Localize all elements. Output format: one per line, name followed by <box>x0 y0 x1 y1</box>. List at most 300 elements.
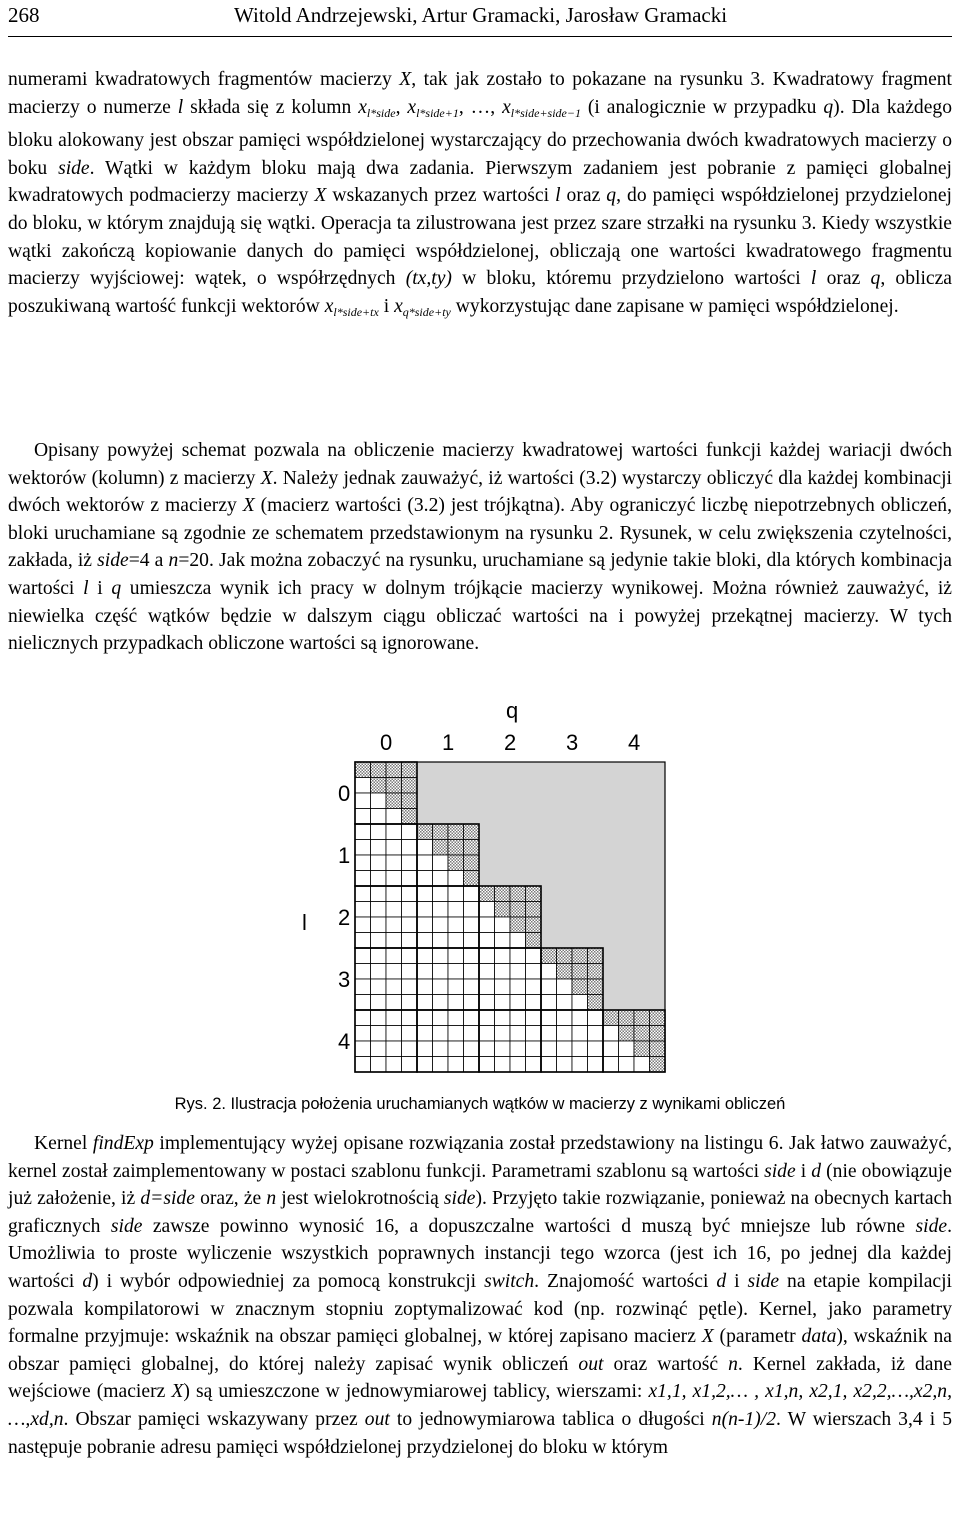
result-cell <box>355 793 371 809</box>
result-cell <box>588 1041 604 1057</box>
inactive-cell <box>495 840 511 856</box>
ignored-cell <box>588 979 604 995</box>
inactive-cell <box>634 995 650 1011</box>
result-cell <box>355 964 371 980</box>
inactive-cell <box>557 902 573 918</box>
inactive-cell <box>572 871 588 887</box>
inactive-cell <box>588 809 604 825</box>
result-cell <box>479 979 495 995</box>
ignored-cell <box>634 1010 650 1026</box>
result-cell <box>371 886 387 902</box>
ignored-cell <box>495 886 511 902</box>
result-cell <box>433 1057 449 1073</box>
result-cell <box>572 1026 588 1042</box>
result-cell <box>448 886 464 902</box>
inactive-cell <box>557 855 573 871</box>
inactive-cell <box>650 871 666 887</box>
result-cell <box>417 933 433 949</box>
inactive-cell <box>479 762 495 778</box>
inactive-cell <box>650 933 666 949</box>
result-cell <box>464 995 480 1011</box>
result-cell <box>386 886 402 902</box>
result-cell <box>588 1057 604 1073</box>
inactive-cell <box>588 933 604 949</box>
result-cell <box>510 1026 526 1042</box>
result-cell <box>541 1057 557 1073</box>
inactive-cell <box>479 778 495 794</box>
inactive-cell <box>634 933 650 949</box>
inactive-cell <box>557 778 573 794</box>
result-cell <box>464 948 480 964</box>
inactive-cell <box>557 886 573 902</box>
result-cell <box>510 964 526 980</box>
inactive-cell <box>526 824 542 840</box>
inactive-cell <box>634 902 650 918</box>
inactive-cell <box>603 871 619 887</box>
inactive-cell <box>634 964 650 980</box>
result-cell <box>371 902 387 918</box>
result-cell <box>355 1010 371 1026</box>
result-cell <box>402 1057 418 1073</box>
result-cell <box>619 1041 635 1057</box>
inactive-cell <box>433 762 449 778</box>
matrix-grid <box>355 762 665 1072</box>
result-cell <box>386 855 402 871</box>
q-axis-label: q <box>506 698 519 723</box>
result-cell <box>448 979 464 995</box>
result-cell <box>572 1041 588 1057</box>
result-cell <box>557 995 573 1011</box>
inactive-cell <box>433 793 449 809</box>
ignored-cell <box>541 948 557 964</box>
page-number: 268 <box>8 3 40 27</box>
inactive-cell <box>572 917 588 933</box>
result-cell <box>386 995 402 1011</box>
inactive-cell <box>417 793 433 809</box>
result-cell <box>510 979 526 995</box>
inactive-cell <box>634 886 650 902</box>
inactive-cell <box>526 871 542 887</box>
inactive-cell <box>541 793 557 809</box>
result-cell <box>371 1057 387 1073</box>
result-cell <box>386 933 402 949</box>
ignored-cell <box>386 762 402 778</box>
ignored-cell <box>526 933 542 949</box>
result-cell <box>417 871 433 887</box>
figure-caption: Rys. 2. Ilustracja położenia uruchamianych wątków w macierzy z wynikami obliczeń <box>174 1095 786 1113</box>
inactive-cell <box>541 886 557 902</box>
result-cell <box>588 1026 604 1042</box>
inactive-cell <box>541 778 557 794</box>
ignored-cell <box>634 1026 650 1042</box>
inactive-cell <box>572 809 588 825</box>
result-cell <box>557 1010 573 1026</box>
result-cell <box>495 948 511 964</box>
ignored-cell <box>464 824 480 840</box>
inactive-cell <box>541 855 557 871</box>
inactive-cell <box>588 902 604 918</box>
result-cell <box>603 1041 619 1057</box>
result-cell <box>479 933 495 949</box>
result-cell <box>541 995 557 1011</box>
result-cell <box>479 902 495 918</box>
inactive-cell <box>433 809 449 825</box>
result-cell <box>355 1041 371 1057</box>
ignored-cell <box>572 979 588 995</box>
result-cell <box>371 871 387 887</box>
inactive-cell <box>557 809 573 825</box>
ignored-cell <box>526 902 542 918</box>
result-cell <box>417 917 433 933</box>
paragraph-2: Opisany powyżej schemat pozwala na obliczenie macierzy kwadratowej wartości funkcji każdej wariacji dwóch wektorów (kolumn) z macierzy X. Należy jednak zauważyć, iż wartości (3.2) wystarczy obliczyć dla każdej kombinacji dwóch wektorów z macierzy X (macierz wartości (3.2) jest trójkątna). Aby ograniczyć liczbę niepotrzebnych obliczeń, bloki uruchamiane są zgodnie ze schematem przedstawionym na rysunku 2. Rysunek, w celu zwiększenia czytelności, zakłada, iż side=4 a n=20. Jak można zobaczyć na rysunku, uruchamiane są jedynie takie bloki, dla których kombinacja wartości l i q umieszcza wynik ich pracy w dolnym trójkącie macierzy wynikowej. Można również zauważyć, iż niewielka część wątków będzie w dalszym ciągu obliczać wartości na i powyżej przekątnej macierzy. W tych nielicznych przypadkach obliczone wartości są ignorowane. <box>8 440 952 655</box>
inactive-cell <box>557 871 573 887</box>
col-label-0: 0 <box>380 730 393 755</box>
figure-rys-2 <box>0 690 960 1130</box>
col-label-4: 4 <box>628 730 641 755</box>
row-label-1: 1 <box>338 843 351 868</box>
inactive-cell <box>619 933 635 949</box>
ignored-cell <box>371 778 387 794</box>
result-cell <box>541 1041 557 1057</box>
inactive-cell <box>557 793 573 809</box>
result-cell <box>402 933 418 949</box>
result-cell <box>371 1026 387 1042</box>
inactive-cell <box>619 840 635 856</box>
result-cell <box>619 1057 635 1073</box>
result-cell <box>371 917 387 933</box>
result-cell <box>464 1057 480 1073</box>
ignored-cell <box>371 762 387 778</box>
result-cell <box>355 902 371 918</box>
inactive-cell <box>448 793 464 809</box>
result-cell <box>433 871 449 887</box>
result-cell <box>355 809 371 825</box>
inactive-cell <box>526 855 542 871</box>
col-label-2: 2 <box>504 730 517 755</box>
column-labels <box>380 730 640 755</box>
inactive-cell <box>619 809 635 825</box>
result-cell <box>495 1026 511 1042</box>
ignored-cell <box>588 964 604 980</box>
result-cell <box>355 855 371 871</box>
ignored-cell <box>650 1010 666 1026</box>
result-cell <box>510 1041 526 1057</box>
ignored-cell <box>402 762 418 778</box>
inactive-cell <box>572 778 588 794</box>
result-cell <box>402 948 418 964</box>
inactive-cell <box>619 917 635 933</box>
result-cell <box>402 886 418 902</box>
inactive-cell <box>619 886 635 902</box>
result-cell <box>371 793 387 809</box>
inactive-cell <box>634 778 650 794</box>
result-cell <box>479 995 495 1011</box>
inactive-cell <box>619 824 635 840</box>
result-cell <box>417 1057 433 1073</box>
result-cell <box>464 917 480 933</box>
inactive-cell <box>572 855 588 871</box>
inactive-cell <box>510 793 526 809</box>
inactive-cell <box>634 793 650 809</box>
inactive-cell <box>417 762 433 778</box>
inactive-cell <box>650 840 666 856</box>
inactive-cell <box>510 778 526 794</box>
result-cell <box>479 948 495 964</box>
ignored-cell <box>464 855 480 871</box>
result-cell <box>386 1041 402 1057</box>
inactive-cell <box>603 917 619 933</box>
result-cell <box>355 824 371 840</box>
ignored-cell <box>386 793 402 809</box>
result-cell <box>495 995 511 1011</box>
result-cell <box>634 1057 650 1073</box>
inactive-cell <box>541 933 557 949</box>
result-cell <box>371 824 387 840</box>
result-cell <box>433 995 449 1011</box>
inactive-cell <box>557 762 573 778</box>
result-cell <box>572 1010 588 1026</box>
result-cell <box>526 995 542 1011</box>
result-cell <box>495 1010 511 1026</box>
result-cell <box>510 1057 526 1073</box>
result-cell <box>541 979 557 995</box>
result-cell <box>433 886 449 902</box>
inactive-cell <box>510 809 526 825</box>
result-cell <box>433 902 449 918</box>
inactive-cell <box>495 871 511 887</box>
inactive-cell <box>603 793 619 809</box>
result-cell <box>557 1041 573 1057</box>
result-cell <box>386 1057 402 1073</box>
result-cell <box>479 1057 495 1073</box>
inactive-cell <box>433 778 449 794</box>
inactive-cell <box>479 855 495 871</box>
result-cell <box>402 824 418 840</box>
result-cell <box>355 778 371 794</box>
ignored-cell <box>619 1010 635 1026</box>
col-label-1: 1 <box>442 730 455 755</box>
inactive-cell <box>495 824 511 840</box>
ignored-cell <box>588 995 604 1011</box>
ignored-cell <box>448 840 464 856</box>
result-cell <box>541 1026 557 1042</box>
result-cell <box>448 964 464 980</box>
ignored-cell <box>433 824 449 840</box>
inactive-cell <box>448 778 464 794</box>
inactive-cell <box>619 902 635 918</box>
result-cell <box>417 964 433 980</box>
ignored-cell <box>464 871 480 887</box>
result-cell <box>541 1010 557 1026</box>
result-cell <box>417 886 433 902</box>
inactive-cell <box>526 793 542 809</box>
inactive-cell <box>479 809 495 825</box>
ignored-cell <box>634 1041 650 1057</box>
inactive-cell <box>650 902 666 918</box>
inactive-cell <box>603 933 619 949</box>
result-cell <box>448 995 464 1011</box>
ignored-cell <box>417 824 433 840</box>
inactive-cell <box>650 855 666 871</box>
inactive-cell <box>603 840 619 856</box>
inactive-cell <box>634 855 650 871</box>
result-cell <box>495 933 511 949</box>
result-cell <box>417 979 433 995</box>
inactive-cell <box>650 809 666 825</box>
inactive-cell <box>650 964 666 980</box>
inactive-cell <box>510 824 526 840</box>
inactive-cell <box>448 809 464 825</box>
result-cell <box>433 1010 449 1026</box>
inactive-cell <box>541 917 557 933</box>
result-cell <box>526 979 542 995</box>
result-cell <box>386 1026 402 1042</box>
inactive-cell <box>495 762 511 778</box>
result-cell <box>433 948 449 964</box>
result-cell <box>464 886 480 902</box>
inactive-cell <box>541 840 557 856</box>
result-cell <box>572 995 588 1011</box>
inactive-cell <box>572 762 588 778</box>
inactive-cell <box>479 871 495 887</box>
result-cell <box>371 809 387 825</box>
inactive-cell <box>479 793 495 809</box>
result-cell <box>448 871 464 887</box>
ignored-cell <box>526 917 542 933</box>
result-cell <box>386 917 402 933</box>
inactive-cell <box>603 778 619 794</box>
ignored-cell <box>402 809 418 825</box>
ignored-cell <box>402 793 418 809</box>
ignored-cell <box>588 948 604 964</box>
ignored-cell <box>650 1057 666 1073</box>
result-cell <box>417 995 433 1011</box>
inactive-cell <box>603 902 619 918</box>
ignored-cell <box>402 778 418 794</box>
result-cell <box>464 1010 480 1026</box>
inactive-cell <box>464 793 480 809</box>
result-cell <box>479 1026 495 1042</box>
inactive-cell <box>603 979 619 995</box>
inactive-cell <box>541 871 557 887</box>
result-cell <box>402 1010 418 1026</box>
result-cell <box>386 871 402 887</box>
inactive-cell <box>510 871 526 887</box>
inactive-cell <box>588 778 604 794</box>
inactive-cell <box>479 824 495 840</box>
result-cell <box>402 995 418 1011</box>
row-label-0: 0 <box>338 781 351 806</box>
result-cell <box>464 1041 480 1057</box>
ignored-cell <box>619 1026 635 1042</box>
ignored-cell <box>526 886 542 902</box>
block-grid-diagram <box>0 690 960 1130</box>
result-cell <box>433 964 449 980</box>
inactive-cell <box>464 809 480 825</box>
l-axis-label: l <box>302 910 307 935</box>
result-cell <box>433 979 449 995</box>
result-cell <box>448 917 464 933</box>
result-cell <box>433 1041 449 1057</box>
inactive-cell <box>634 762 650 778</box>
result-cell <box>448 1026 464 1042</box>
result-cell <box>402 917 418 933</box>
inactive-cell <box>603 995 619 1011</box>
ignored-cell <box>510 917 526 933</box>
result-cell <box>495 917 511 933</box>
result-cell <box>495 964 511 980</box>
result-cell <box>355 886 371 902</box>
result-cell <box>417 1010 433 1026</box>
inactive-cell <box>619 778 635 794</box>
result-cell <box>402 964 418 980</box>
inactive-cell <box>619 979 635 995</box>
row-label-3: 3 <box>338 967 351 992</box>
result-cell <box>495 979 511 995</box>
result-cell <box>386 948 402 964</box>
result-cell <box>526 964 542 980</box>
result-cell <box>402 902 418 918</box>
inactive-cell <box>572 793 588 809</box>
ignored-cell <box>464 840 480 856</box>
result-cell <box>355 933 371 949</box>
result-cell <box>371 995 387 1011</box>
inactive-cell <box>588 855 604 871</box>
ignored-cell <box>650 1041 666 1057</box>
result-cell <box>448 948 464 964</box>
inactive-cell <box>541 824 557 840</box>
result-cell <box>510 948 526 964</box>
result-cell <box>588 1010 604 1026</box>
result-cell <box>526 1041 542 1057</box>
inactive-cell <box>541 902 557 918</box>
inactive-cell <box>619 964 635 980</box>
inactive-cell <box>510 762 526 778</box>
inactive-cell <box>619 762 635 778</box>
result-cell <box>433 855 449 871</box>
row-labels <box>338 781 350 1054</box>
result-cell <box>371 1010 387 1026</box>
result-cell <box>464 933 480 949</box>
row-label-4: 4 <box>338 1029 351 1054</box>
ignored-cell <box>386 778 402 794</box>
result-cell <box>355 948 371 964</box>
result-cell <box>402 871 418 887</box>
inactive-cell <box>603 762 619 778</box>
ignored-cell <box>603 1010 619 1026</box>
inactive-cell <box>634 809 650 825</box>
inactive-cell <box>510 840 526 856</box>
result-cell <box>526 948 542 964</box>
inactive-cell <box>588 824 604 840</box>
result-cell <box>417 948 433 964</box>
result-cell <box>510 995 526 1011</box>
inactive-cell <box>650 886 666 902</box>
ignored-cell <box>572 964 588 980</box>
inactive-cell <box>603 886 619 902</box>
row-label-2: 2 <box>338 905 351 930</box>
result-cell <box>557 1026 573 1042</box>
inactive-cell <box>541 809 557 825</box>
inactive-cell <box>588 840 604 856</box>
result-cell <box>603 1057 619 1073</box>
result-cell <box>386 979 402 995</box>
inactive-cell <box>526 809 542 825</box>
result-cell <box>448 1010 464 1026</box>
inactive-cell <box>557 840 573 856</box>
inactive-cell <box>526 762 542 778</box>
inactive-cell <box>603 824 619 840</box>
